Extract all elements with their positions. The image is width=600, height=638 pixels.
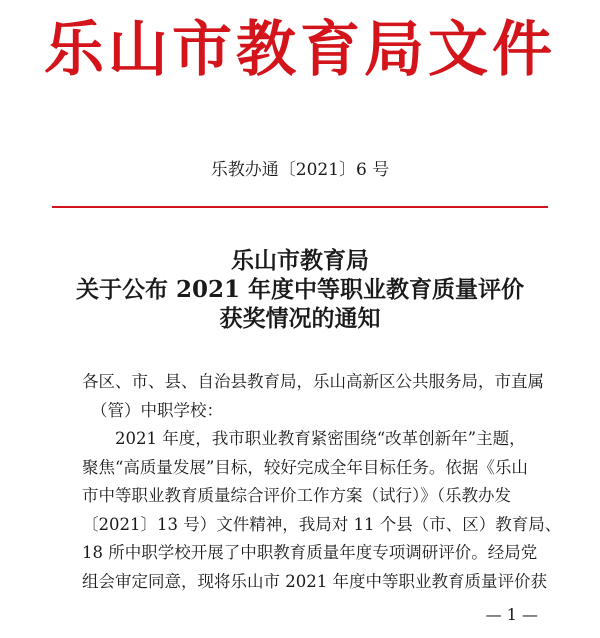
page-number: — 1 — [485,605,538,624]
red-divider-line [52,206,548,208]
document-body [82,368,562,596]
addressee-line-cont: （管）中职学校： [91,400,223,420]
body-line: 2021 年度，我市职业教育紧密围绕“改革创新年”主题， [115,429,526,448]
title-line-subject-end: 获奖情况的通知 [219,305,381,332]
title-line-subject: 关于公布 2021 年度中等职业教育质量评价 [75,276,525,303]
body-line: 聚焦“高质量发展”目标，较好完成全年目标任务。依据《乐山 [82,457,528,477]
body-line: 市中等职业教育质量综合评价工作方案（试行）》（乐教办发 [82,486,511,505]
title-line-issuer: 乐山市教育局 [231,247,369,274]
document-masthead: 乐山市教育局文件 [44,15,556,85]
addressee-line: 各区、市、县、自治县教育局，乐山高新区公共服务局，市直属 [82,372,544,391]
document-title [0,246,600,333]
body-line: 组会审定同意，现将乐山市 2021 年度中等职业教育质量评价获 [82,571,547,591]
document-number: 乐教办通〔2021〕6 号 [210,160,390,180]
body-line: 〔2021〕13 号）文件精神，我局对 11 个县（市、区）教育局、 [82,514,562,534]
body-line: 18 所中职学校开展了中职教育质量年度专项调研评价。经局党 [82,543,538,562]
